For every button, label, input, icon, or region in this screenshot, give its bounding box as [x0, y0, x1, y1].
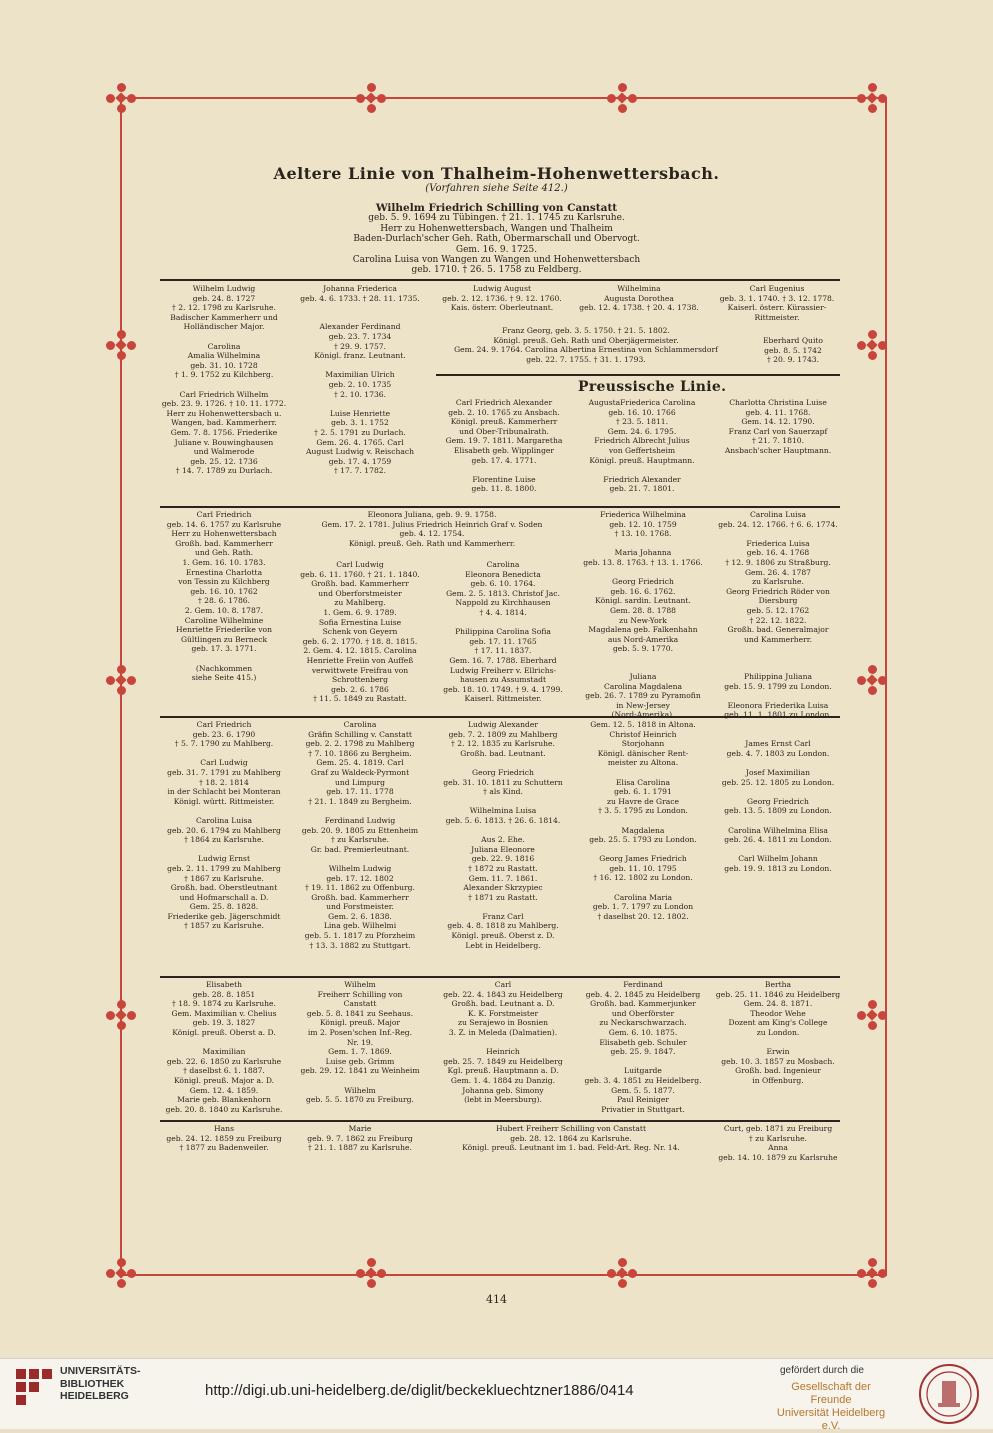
entry-carolina-luisa: Carolina Luisa geb. 24. 12. 1766. † 6. 6. 1774. Friederica Luisa geb. 16. 4. 1768 † 12. 9. 1806 zu Straßburg. Gem. 26. 4. 1787 zu Karlsruhe. Georg Friedrich Röder von Diersburg geb. 5. 12. 1762 † 22. 12. 1822. Großh. bad. Generalmajor und Kammerherr.: [718, 510, 838, 644]
edge-ornament-icon: [857, 665, 887, 695]
entry-hubert: Hubert Freiherr Schilling von Canstatt geb. 28. 12. 1864 zu Karlsruhe. Königl. preuß. Leutnant im 1. bad. Feld-Art. Reg. Nr. 14.: [462, 1124, 680, 1153]
entry-ludwig-august: Ludwig August geb. 2. 12. 1736. † 9. 12. 1760. Kais. österr. Oberleutnant.: [442, 284, 562, 313]
edge-ornament-icon: [356, 83, 386, 113]
corner-ornament-icon: [857, 83, 887, 113]
founder-line: Baden-Durlach'scher Geh. Rath, Obermarschall und Obervogt.: [353, 234, 640, 245]
founder-line: geb. 5. 9. 1694 zu Tübingen. † 21. 1. 1745 zu Karlsruhe.: [368, 213, 625, 224]
entry-group-bertha: Bertha geb. 25. 11. 1846 zu Heidelberg Gem. 24. 8. 1871. Theodor Wehe Dozent am King's College zu London. Erwin geb. 10. 3. 1857 zu Mosbach. Großh. bad. Ingenieur in Offenburg.: [715, 980, 841, 1085]
founder-line: Herr zu Hohenwettersbach, Wangen und Thalheim: [380, 223, 613, 234]
corner-ornament-icon: [106, 83, 136, 113]
page-subtitle: (Vorfahren siehe Seite 412.): [425, 183, 568, 194]
page-number: 414: [486, 1293, 507, 1306]
edge-ornament-icon: [607, 83, 637, 113]
entry-carl-ludwig: Carl Ludwig geb. 6. 11. 1760. † 21. 1. 1840. Großh. bad. Kammerherr und Oberforstmeister zu Mahlberg. 1. Gem. 6. 9. 1789. Sofia Ernestina Luise Schenk von Geyern geb. 6. 2. 1770. † 18. 8. 1815. 2. Gem. 4. 12. 1815. Carolina Henriette Freiin von Auffeß verwittwete Freifrau von Schrottenberg geb. 2. 6. 1786 † 11. 5. 1849 zu Rastatt.: [300, 560, 420, 704]
university-seal-icon: [918, 1363, 980, 1425]
entry-franz-georg: Franz Georg, geb. 3. 5. 1750. † 21. 5. 1802. Königl. preuß. Geh. Rath und Oberjägermeister. Gem. 24. 9. 1764. Carolina Albertina Ernestina von Schlammersdorf geb. 22. 7. 1755. † 31. 1. 1793.: [454, 326, 718, 364]
entry-group-ferdinand: Ferdinand geb. 4. 2. 1845 zu Heidelberg Großh. bad. Kammerjunker und Oberförster zu Neckarschwarzach. Gem. 6. 10. 1875. Elisabeth geb. Schuler geb. 25. 9. 1847. Luitgarde geb. 3. 4. 1851 zu Heidelberg. Gem. 5. 5. 1877. Paul Reiniger Privatier in Stuttgart.: [584, 980, 702, 1114]
generation-rule: [160, 976, 840, 978]
entry-charlotta-christina: Charlotta Christina Luise geb. 4. 11. 1768. Gem. 14. 12. 1790. Franz Carl von Sauerzapf † 21. 7. 1810. Ansbach'scher Hauptmann.: [724, 398, 832, 455]
branch-title: Preussische Linie.: [578, 379, 727, 395]
entry-group-carolina-wilhelm: Carolina Gräfin Schilling v. Canstatt geb. 2. 2. 1798 zu Mahlberg † 7. 10. 1866 zu Bergheim. Gem. 25. 4. 1819. Carl Graf zu Waldeck-Pyrmont und Limpurg geb. 17. 11. 1778 † 21. 1. 1849 zu Bergheim. Ferdinand Ludwig geb. 20. 9. 1805 zu Ettenheim † zu Karlsruhe. Gr. bad. Premierleutnant. Wilhelm Ludwig geb. 17. 12. 1802 † 19. 11. 1862 zu Offenburg. Großh. bad. Kammerherr und Forstmeister. Gem. 2. 6. 1838. Lina geb. Wilhelmi geb. 5. 1. 1817 zu Pforzheim † 13. 3. 1882 zu Stuttgart.: [301, 720, 419, 950]
entry-marie: Marie geb. 9. 7. 1862 zu Freiburg † 21. 1. 1887 zu Karlsruhe.: [307, 1124, 413, 1153]
viewer-footer: [0, 1358, 993, 1432]
edge-ornament-icon: [106, 1000, 136, 1030]
entry-group-philippina: Philippina Juliana geb. 15. 9. 1799 zu London. Eleonora Friederika Luisa geb. 11. 1. 1801 zu London. James Ernst Carl geb. 4. 7. 1803 zu London. Josef Maximilian geb. 25. 12. 1805 zu London. Georg Friedrich geb. 13. 5. 1809 zu London. Carolina Wilhelmina Elisa geb. 26. 4. 1811 zu London. Carl Wilhelm Johann geb. 19. 9. 1813 zu London.: [721, 672, 835, 873]
edge-ornament-icon: [356, 1258, 386, 1288]
corner-ornament-icon: [857, 1258, 887, 1288]
funded-by-label: gefördert durch die: [780, 1365, 864, 1376]
founder-line: Carolina Luisa von Wangen zu Wangen und Hohenwettersbach: [352, 255, 641, 266]
generation-rule: [160, 279, 840, 281]
founder-name: Wilhelm Friedrich Schilling von Canstatt: [375, 202, 618, 214]
edge-ornament-icon: [607, 1258, 637, 1288]
entry-group-carl: Carl geb. 22. 4. 1843 zu Heidelberg Großh. bad. Leutnant a. D. K. K. Forstmeister zu Serajewo in Bosnien 3. Z. in Meleda (Dalmatien). Heinrich geb. 25. 7. 1849 zu Heidelberg Kgl. preuß. Hauptmann a. D. Gem. 1. 4. 1884 zu Danzig. Johanna geb. Simony (lebt in Meersburg).: [443, 980, 563, 1105]
entry-wilhelm-freiherr: Wilhelm Freiherr Schilling von Canstatt geb. 5. 8. 1841 zu Seehaus. Königl. preuß. Major im 2. Posen'schen Inf.-Reg. Nr. 19. Gem. 1. 7. 1869. Luise geb. Grimm geb. 29. 12. 1841 zu Weinheim Wilhelm geb. 5. 5. 1870 zu Freiburg.: [300, 980, 420, 1105]
founder-entry: [300, 203, 693, 276]
entry-carl-eugenius: Carl Eugenius geb. 3. 1. 1740. † 3. 12. 1778. Kaiserl. österr. Kürassier- Rittmeister.: [719, 284, 835, 322]
edge-ornament-icon: [106, 330, 136, 360]
document-url-link[interactable]: http://digi.ub.uni-heidelberg.de/diglit/beckekluechtzner1886/0414: [205, 1382, 634, 1399]
generation-rule: [160, 1120, 840, 1122]
founder-line: Gem. 16. 9. 1725.: [455, 244, 538, 255]
entry-carl-friedrich-alexander: Carl Friedrich Alexander geb. 2. 10. 1765 zu Ansbach. Königl. preuß. Kammerherr und Ober-Tribunalrath. Gem. 19. 7. 1811. Margaretha Elisabeth geb. Wipplinger geb. 17. 4. 1771. Florentine Luise geb. 11. 8. 1800.: [445, 398, 563, 494]
entry-group-elisabeth: Elisabeth geb. 28. 8. 1851 † 18. 9. 1874 zu Karlsruhe. Gem. Maximilian v. Chelius geb. 19. 3. 1827 Königl. preuß. Oberst a. D. Maximilian geb. 22. 6. 1850 zu Karlsruhe † daselbst 6. 1. 1887. Königl. preuß. Major a. D. Gem. 12. 4. 1859. Marie geb. Blankenhorn geb. 20. 8. 1840 zu Karlsruhe.: [165, 980, 283, 1114]
entry-johanna-friederica: Johanna Friederica geb. 4. 6. 1733. † 28. 11. 1735. Alexander Ferdinand geb. 23. 7. 1734 † 29. 9. 1757. Königl. franz. Leutnant. Maximilian Ulrich geb. 2. 10. 1735 † 2. 10. 1736. Luise Henriette geb. 3. 1. 1752 † 2. 5. 1791 zu Durlach. Gem. 26. 4. 1765. Carl August Ludwig v. Reischach geb. 17. 4. 1759 † 17. 7. 1782.: [300, 284, 420, 476]
edge-ornament-icon: [857, 330, 887, 360]
entry-group-juliana: Juliana Carolina Magdalena geb. 26. 7. 1789 zu Pyramofin in New-Jersey (Nord-Amerika). Gem. 12. 5. 1818 in Altona. Christof Heinrich Storjohann Königl. dänischer Rent- meister zu Altona. Elisa Carolina geb. 6. 1. 1791 zu Havre de Grace † 3. 5. 1795 zu London. Magdalena geb. 25. 5. 1793 zu London. Georg James Friedrich geb. 11. 10. 1795 † 16. 12. 1802 zu London. Carolina Maria geb. 1. 7. 1797 zu London † daselbst 20. 12. 1802.: [585, 672, 701, 921]
library-name: UNIVERSITÄTS- BIBLIOTHEK HEIDELBERG: [60, 1365, 141, 1402]
entry-hans: Hans geb. 24. 12. 1859 zu Freiburg † 1877 zu Badenweiler.: [166, 1124, 282, 1153]
corner-ornament-icon: [106, 1258, 136, 1288]
founder-line: geb. 1710. † 26. 5. 1758 zu Feldberg.: [411, 265, 582, 276]
entry-wilhelm-ludwig: Wilhelm Ludwig geb. 24. 8. 1727 † 2. 12. 1798 zu Karlsruhe. Badischer Kammerherr und Holländischer Major. Carolina Amalia Wilhelmina geb. 31. 10. 1728 † 1. 9. 1752 zu Kilchberg. Carl Friedrich Wilhelm geb. 23. 9. 1726. † 10. 11. 1772. Herr zu Hohenwettersbach u. Wangen, bad. Kammerherr. Gem. 7. 8. 1756. Friederike Juliane v. Bouwinghausen und Walmerode geb. 25. 12. 1736 † 14. 7. 1789 zu Durlach.: [161, 284, 287, 476]
entry-eleonora-juliana: Eleonora Juliana, geb. 9. 9. 1758. Gem. 17. 2. 1781. Julius Friedrich Heinrich Graf v. Soden geb. 4. 12. 1754. Königl. preuß. Geh. Rath und Kammerherr.: [321, 510, 543, 548]
entry-carolina: Carolina Eleonora Benedicta geb. 6. 10. 1764. Gem. 2. 5. 1813. Christof Jac. Nappold zu Kirchhausen † 4. 4. 1814. Philippina Carolina Sofia geb. 17. 11. 1765 † 17. 11. 1837. Gem. 16. 7. 1788. Eberhard Ludwig Freiherr v. Ellrichs- hausen zu Assumstadt geb. 18. 10. 1749. † 9. 4. 1799. Kaiserl. Rittmeister.: [443, 560, 563, 704]
edge-ornament-icon: [857, 1000, 887, 1030]
entry-wilhelmina: Wilhelmina Augusta Dorothea geb. 12. 4. 1738. † 20. 4. 1738.: [579, 284, 699, 313]
branch-rule: [436, 374, 840, 376]
entry-eberhard-quito: Eberhard Quito geb. 8. 5. 1742 † 20. 9. 1743.: [762, 336, 824, 365]
entry-group-carl-friedrich-children: Carl Friedrich geb. 23. 6. 1790 † 5. 7. 1790 zu Mahlberg. Carl Ludwig geb. 31. 7. 1791 zu Mahlberg † 18. 2. 1814 in der Schlacht bei Monteran Königl. württ. Rittmeister. Carolina Luisa geb. 20. 6. 1794 zu Mahlberg † 1864 zu Karlsruhe. Ludwig Ernst geb. 2. 11. 1799 zu Mahlberg † 1867 zu Karlsruhe. Großh. bad. Oberstleutnant und Hofmarschall a. D. Gem. 25. 8. 1828. Friederike geb. Jägerschmidt † 1857 zu Karlsruhe.: [167, 720, 281, 931]
page-title: Aeltere Linie von Thalheim-Hohenwettersbach.: [273, 164, 720, 183]
library-logo-icon: [14, 1367, 54, 1407]
entry-carl-friedrich: Carl Friedrich geb. 14. 6. 1757 zu Karlsruhe Herr zu Hohenwettersbach Großh. bad. Kammerherr und Geh. Rath. 1. Gem. 16. 10. 1783. Ernestina Charlotta von Tessin zu Kilchberg geb. 16. 10. 1762 † 28. 6. 1786. 2. Gem. 10. 8. 1787. Caroline Wilhelmine Henriette Friederike von Gültlingen zu Berneck geb. 17. 3. 1771. (Nachkommen siehe Seite 415.): [166, 510, 282, 683]
entry-curt: Curt, geb. 1871 zu Freiburg † zu Karlsruhe. Anna geb. 14. 10. 1879 zu Karlsruhe: [718, 1124, 838, 1162]
entry-augusta-friederica: AugustaFriederica Carolina geb. 16. 10. 1766 † 23. 5. 1811. Gem. 24. 6. 1795. Friedrich Albrecht Julius von Geffertsheim Königl. preuß. Hauptmann. Friedrich Alexander geb. 21. 7. 1801.: [588, 398, 696, 494]
entry-friederica-wilhelmina: Friederica Wilhelmina geb. 12. 10. 1759 † 13. 10. 1768. Maria Johanna geb. 13. 8. 1763. † 13. 1. 1766. Georg Friedrich geb. 16. 6. 1762. Königl. sardin. Leutnant. Gem. 28. 8. 1788 zu New-York Magdalena geb. Falkenhahn aus Nord-Amerika geb. 5. 9. 1770.: [583, 510, 703, 654]
edge-ornament-icon: [106, 665, 136, 695]
generation-rule: [160, 506, 840, 508]
entry-group-ludwig-alexander: Ludwig Alexander geb. 7. 2. 1809 zu Mahlberg † 2. 12. 1835 zu Karlsruhe. Großh. bad. Leutnant. Georg Friedrich geb. 31. 10. 1811 zu Schuttern † als Kind. Wilhelmina Luisa geb. 5. 6. 1813. † 26. 6. 1814. Aus 2. Ehe. Juliana Eleonore geb. 22. 9. 1816 † 1872 zu Rastatt. Gem. 11. 7. 1861. Alexander Skrzypiec † 1871 zu Rastatt. Franz Carl geb. 4. 8. 1818 zu Mahlberg. Königl. preuß. Oberst z. D. Lebt in Heidelberg.: [443, 720, 563, 950]
society-name-link[interactable]: Gesellschaft der Freunde Universität Heidelberg e.V.: [776, 1381, 886, 1432]
